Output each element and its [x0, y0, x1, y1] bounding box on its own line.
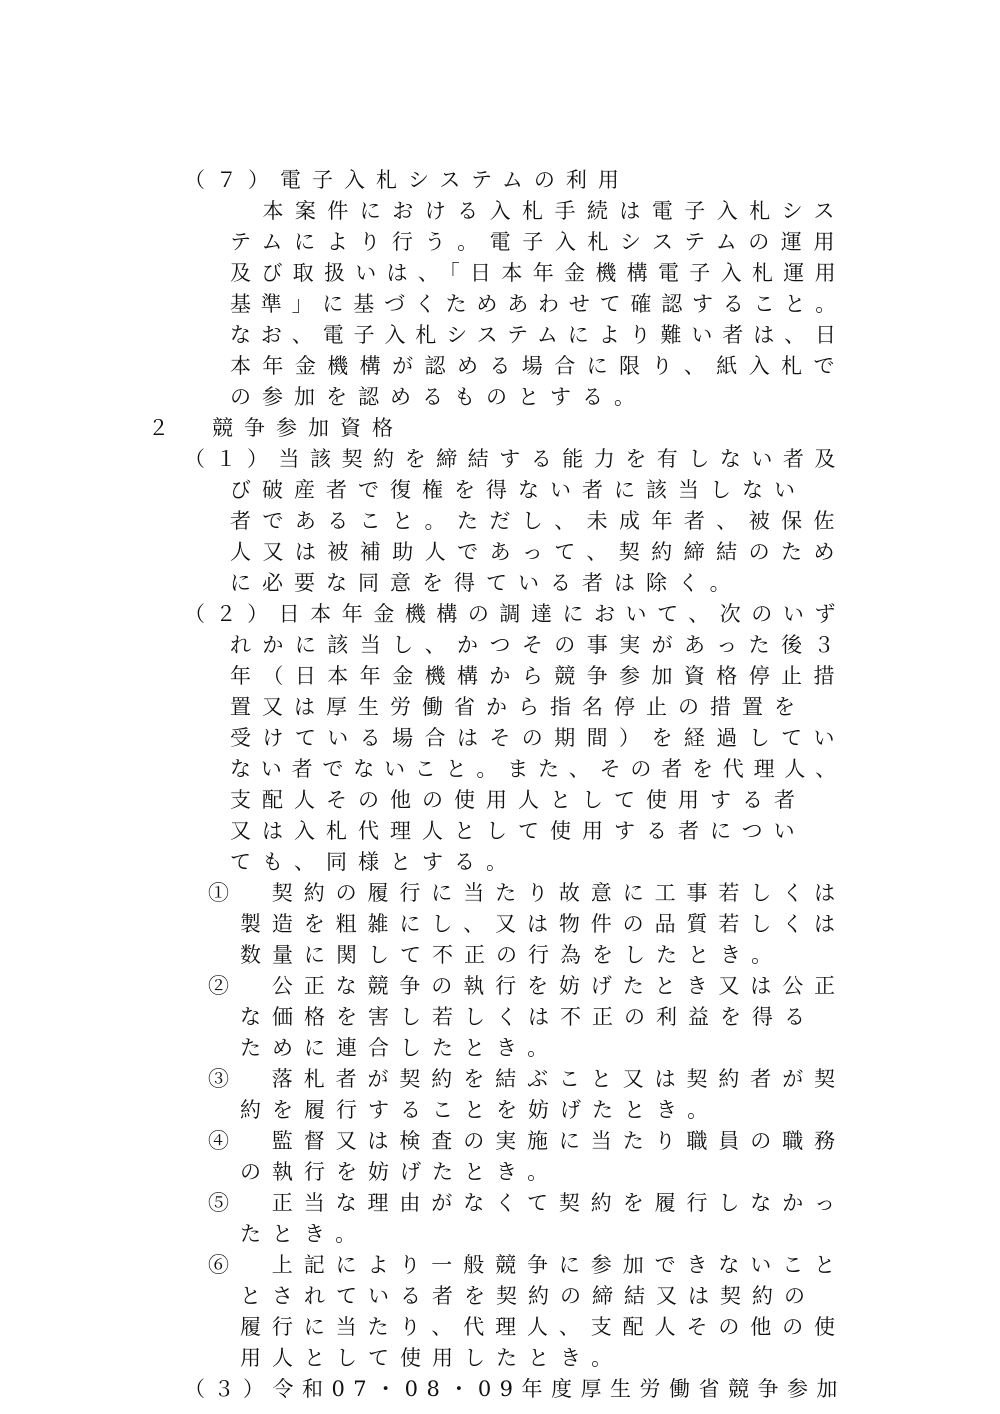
paragraph-line: 及び取扱いは、「日本年金機構電子入札運用: [230, 261, 846, 285]
paragraph-line: なお、電子入札システムにより難い者は、日: [230, 323, 846, 347]
paragraph-line: 約を履行することを妨げたとき。: [240, 1098, 720, 1122]
paragraph-line: 履行に当たり、代理人、支配人その他の使: [240, 1315, 846, 1339]
paragraph-line: テムにより行う。電子入札システムの運用: [230, 230, 847, 254]
numbered-item: ④ 監督又は検査の実施に当たり職員の職務: [208, 1129, 846, 1153]
paragraph-line: 製造を粗雑にし、又は物件の品質若しくは: [240, 912, 846, 936]
list-item-heading: （３）令和07・08・09年度厚生労働省競争参加: [184, 1377, 846, 1401]
paragraph-line: ために連合したとき。: [240, 1036, 560, 1060]
paragraph-line: 用人として使用したとき。: [240, 1346, 624, 1370]
paragraph-line: 置又は厚生労働省から指名停止の措置を: [230, 695, 806, 719]
paragraph-line: 又は入札代理人として使用する者につい: [230, 819, 806, 843]
paragraph-line: 受けている場合はその期間）を経過してい: [230, 726, 846, 750]
paragraph-line: ても、同様とする。: [230, 850, 518, 874]
list-item-heading: （２）日本年金機構の調達において、次のいず: [184, 602, 846, 626]
paragraph-line: 数量に関して不正の行為をしたとき。: [240, 943, 784, 967]
paragraph-line: な価格を害し若しくは不正の利益を得る: [240, 1005, 816, 1029]
paragraph-line: 人又は被補助人であって、契約締結のため: [230, 540, 846, 564]
numbered-item: ⑤ 正当な理由がなくて契約を履行しなかっ: [208, 1191, 846, 1215]
paragraph-line: の執行を妨げたとき。: [240, 1160, 560, 1184]
paragraph-line: 基準」に基づくためあわせて確認すること。: [230, 292, 846, 316]
paragraph-line: 本年金機構が認める場合に限り、紙入札で: [230, 354, 846, 378]
paragraph-line: の参加を認めるものとする。: [230, 385, 646, 409]
section-heading: （７）電子入札システムの利用: [184, 168, 630, 192]
paragraph-line: に必要な同意を得ている者は除く。: [230, 571, 742, 595]
paragraph-line: び破産者で復権を得ない者に該当しない: [230, 478, 806, 502]
paragraph-line: 本案件における入札手続は電子入札シス: [230, 199, 846, 223]
paragraph-line: 年（日本年金機構から競争参加資格停止措: [230, 664, 846, 688]
numbered-item: ① 契約の履行に当たり故意に工事若しくは: [208, 881, 846, 905]
paragraph-line: 者であること。ただし、未成年者、被保佐: [230, 509, 846, 533]
paragraph-line: れかに該当し、かつその事実があった後３: [230, 633, 846, 657]
numbered-item: ③ 落札者が契約を結ぶこと又は契約者が契: [208, 1067, 846, 1091]
numbered-item: ⑥ 上記により一般競争に参加できないこと: [208, 1253, 846, 1277]
paragraph-line: ない者でないこと。また、その者を代理人、: [230, 757, 846, 781]
numbered-item: ② 公正な競争の執行を妨げたとき又は公正: [208, 974, 846, 998]
paragraph-line: 支配人その他の使用人として使用する者: [230, 788, 806, 812]
paragraph-line: たとき。: [240, 1222, 368, 1246]
list-item-heading: （１）当該契約を締結する能力を有しない者及: [184, 447, 846, 471]
paragraph-line: とされている者を契約の締結又は契約の: [240, 1284, 816, 1308]
section-heading: ２ 競争参加資格: [148, 416, 404, 440]
